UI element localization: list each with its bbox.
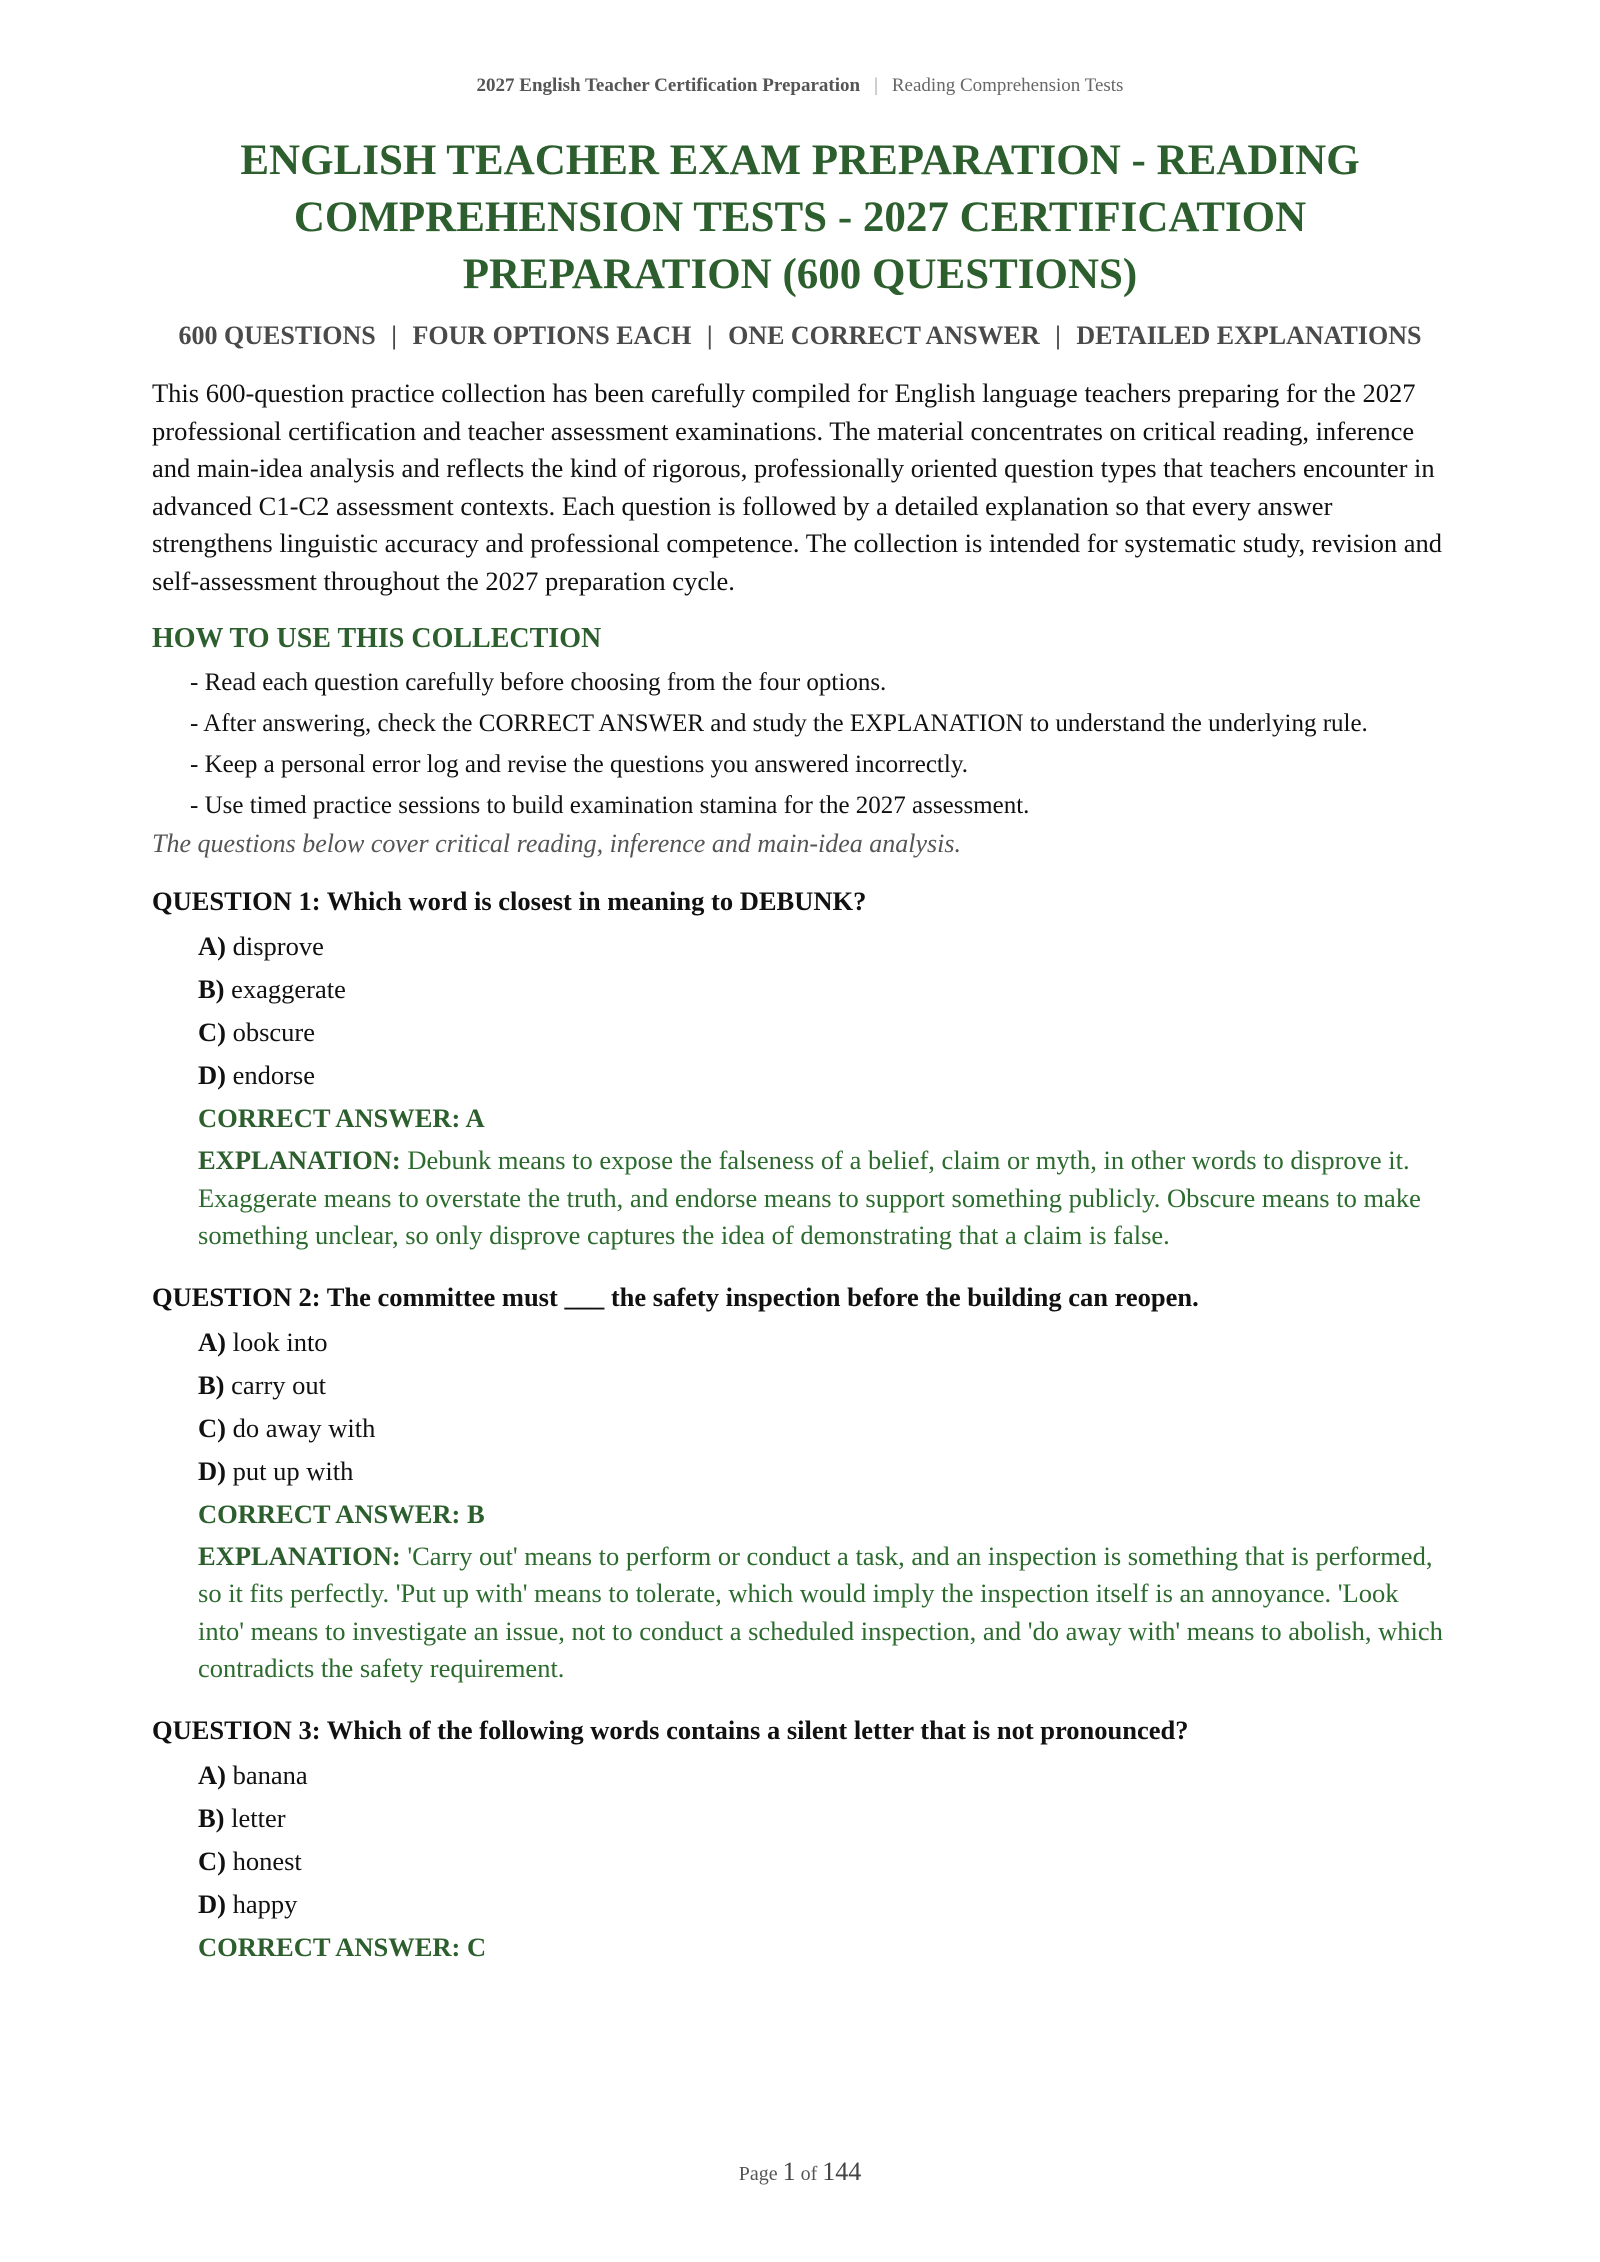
explanation-label: EXPLANATION:	[198, 1145, 401, 1175]
option-c	[198, 1407, 1448, 1450]
how-to-use-heading: HOW TO USE THIS COLLECTION	[152, 623, 602, 654]
page-label: Page	[738, 2163, 778, 2185]
explanation-text: Debunk means to expose the falseness of a belief, claim or myth, in other words to disprove it. Exaggerate means to overstate the truth, and endorse means to support something publicly. Obscure means to make something unclear, so only disprove captures the idea of demonstrating that a claim is false.	[198, 1145, 1421, 1250]
option-text: happy	[232, 1888, 298, 1919]
question-stem: QUESTION 2: The committee must ___ the safety inspection before the building can reopen.	[152, 1281, 1199, 1312]
option-a	[198, 925, 1448, 968]
page-content	[152, 132, 1448, 1969]
explanation	[198, 1538, 1448, 1688]
option-letter: D)	[198, 1888, 226, 1919]
option-list	[152, 1754, 1448, 1926]
subtitle-separator: |	[706, 321, 713, 350]
subtitle-item: 600 QUESTIONS	[178, 321, 376, 350]
option-c	[198, 1011, 1448, 1054]
option-b	[198, 1797, 1448, 1840]
option-letter: C)	[198, 1412, 226, 1443]
subtitle-item: DETAILED EXPLANATIONS	[1076, 321, 1422, 350]
running-header-course: 2027 English Teacher Certification Preparation	[476, 75, 861, 96]
running-header-separator: |	[874, 75, 878, 96]
option-d	[198, 1054, 1448, 1097]
current-page-number: 1	[782, 2157, 796, 2186]
question-stem: QUESTION 1: Which word is closest in meaning to DEBUNK?	[152, 886, 867, 916]
option-text: banana	[232, 1759, 308, 1790]
option-letter: A)	[198, 1326, 226, 1357]
page-of-label: of	[800, 2163, 818, 2185]
running-header	[0, 75, 1600, 97]
option-letter: D)	[198, 1455, 226, 1486]
list-item: - After answering, check the CORRECT ANSWER and study the EXPLANATION to understand the underlying rule.	[190, 710, 1368, 737]
option-letter: D)	[198, 1060, 226, 1090]
option-letter: A)	[198, 931, 226, 961]
explanation	[198, 1142, 1448, 1255]
option-list	[152, 925, 1448, 1097]
explanation-label: EXPLANATION:	[198, 1540, 401, 1571]
option-letter: B)	[198, 1369, 225, 1400]
page-footer	[0, 2157, 1600, 2187]
option-b	[198, 968, 1448, 1011]
total-page-count: 144	[822, 2157, 862, 2186]
page-title: ENGLISH TEACHER EXAM PREPARATION - READING COMPREHENSION TESTS - 2027 CERTIFICATION PREPARATION (600 QUESTIONS)	[240, 137, 1360, 298]
list-item: - Keep a personal error log and revise the questions you answered incorrectly.	[190, 751, 968, 778]
how-to-use-list	[152, 665, 1448, 824]
list-item: - Read each question carefully before choosing from the four options.	[190, 669, 887, 696]
option-list	[152, 1321, 1448, 1493]
list-item: - Use timed practice sessions to build examination stamina for the 2027 assessment.	[190, 792, 1030, 819]
correct-answer: CORRECT ANSWER: A	[198, 1103, 485, 1133]
option-text: disprove	[232, 931, 324, 961]
running-header-section: Reading Comprehension Tests	[891, 75, 1124, 96]
question-block	[152, 1279, 1448, 1688]
option-text: honest	[232, 1845, 302, 1876]
option-letter: C)	[198, 1845, 226, 1876]
question-stem: QUESTION 3: Which of the following words contains a silent letter that is not pronounced?	[152, 1714, 1189, 1745]
question-block	[152, 883, 1448, 1255]
option-a	[198, 1321, 1448, 1364]
explanation-text: 'Carry out' means to perform or conduct a task, and an inspection is something that is performed, so it fits perfectly. 'Put up with' means to tolerate, which would imply the inspection itself is an annoyance. 'Look into' means to investigate an issue, not to conduct a scheduled inspection, and 'do away with' means to abolish, which contradicts the safety requirement.	[198, 1540, 1443, 1683]
scope-note: The questions below cover critical reading, inference and main-idea analysis.	[152, 829, 961, 858]
option-letter: B)	[198, 1802, 225, 1833]
option-text: obscure	[232, 1017, 316, 1047]
subtitle-item: ONE CORRECT ANSWER	[728, 321, 1040, 350]
subtitle-item: FOUR OPTIONS EACH	[412, 321, 692, 350]
subtitle-bar	[152, 321, 1448, 351]
option-letter: C)	[198, 1017, 226, 1047]
subtitle-separator: |	[1055, 321, 1061, 350]
subtitle-separator: |	[391, 321, 398, 350]
option-letter: A)	[198, 1759, 226, 1790]
correct-answer: CORRECT ANSWER: C	[198, 1931, 487, 1962]
intro-paragraph: This 600-question practice collection has been carefully compiled for English language teachers preparing for the 2027 professional certification and teacher assessment examinations. The material concentrates on critical reading, inference and main-idea analysis and reflects the kind of rigorous, professionally oriented question types that teachers encounter in advanced C1-C2 assessment contexts. Each question is followed by a detailed explanation so that every answer strengthens linguistic accuracy and professional competence. The collection is intended for systematic study, revision and self-assessment throughout the 2027 preparation cycle.	[152, 378, 1443, 596]
option-letter: B)	[198, 974, 225, 1004]
option-b	[198, 1364, 1448, 1407]
question-block	[152, 1712, 1448, 1969]
option-d	[198, 1450, 1448, 1493]
option-text: look into	[232, 1326, 328, 1357]
option-text: carry out	[231, 1369, 327, 1400]
option-text: put up with	[232, 1455, 354, 1486]
correct-answer: CORRECT ANSWER: B	[198, 1498, 485, 1529]
option-a	[198, 1754, 1448, 1797]
option-text: letter	[231, 1802, 286, 1833]
option-c	[198, 1840, 1448, 1883]
option-text: endorse	[232, 1060, 316, 1090]
option-text: exaggerate	[231, 974, 346, 1004]
option-d	[198, 1883, 1448, 1926]
option-text: do away with	[232, 1412, 376, 1443]
